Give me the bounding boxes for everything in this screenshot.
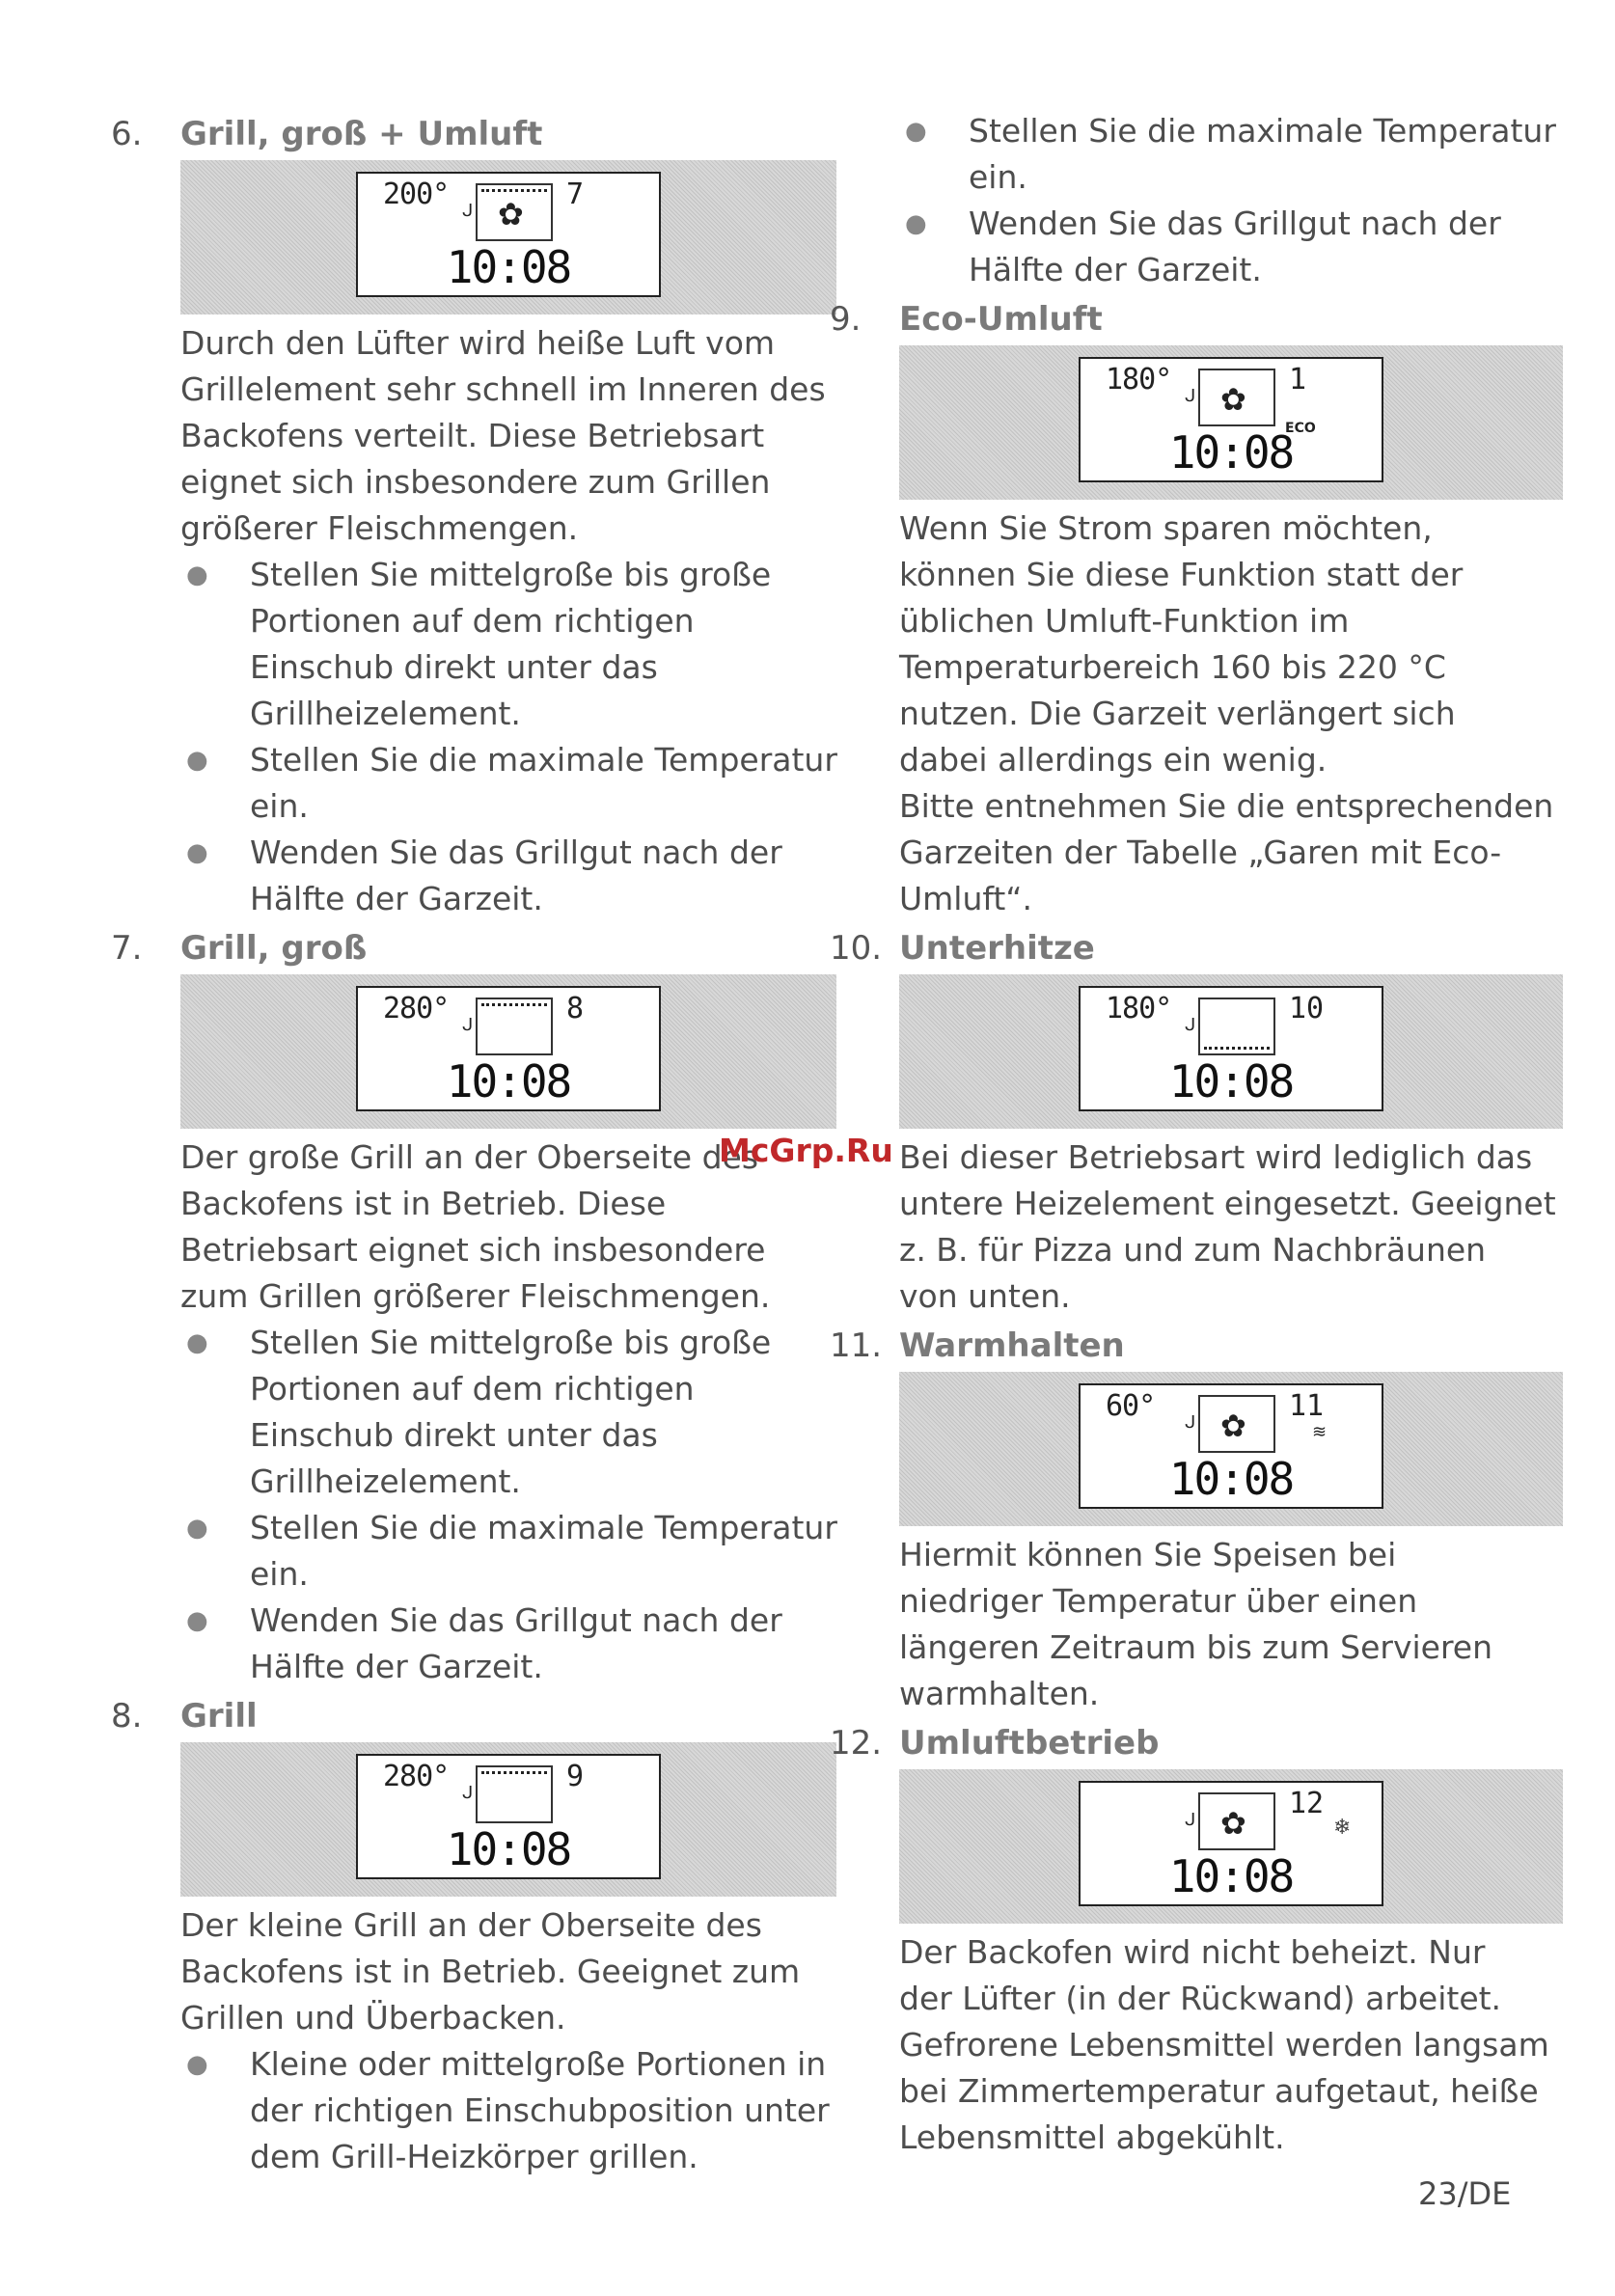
program-number: 8	[566, 992, 585, 1025]
paragraph: Der kleine Grill an der Oberseite des Backofens ist in Betrieb. Geeignet zum Grillen und Überbacken.	[180, 1906, 801, 2036]
thermometer-icon: ᒍ	[1185, 1412, 1196, 1433]
list-item: ● Stellen Sie die maximale Temperatur ein.	[186, 741, 837, 825]
section-title: Umluftbetrieb	[899, 1724, 1160, 1763]
display-panel-6	[180, 160, 836, 314]
thermometer-icon: ᒍ	[462, 1015, 474, 1035]
right-column	[830, 108, 1582, 2161]
section-title: Warmhalten	[899, 1326, 1125, 1365]
list-item: ● Stellen Sie die maximale Temperatur ein.	[186, 1509, 837, 1593]
clock-readout: 10:08	[1168, 1453, 1294, 1505]
program-number: 12	[1289, 1787, 1325, 1820]
oven-display	[356, 986, 661, 1111]
section-6-heading	[111, 108, 844, 160]
clock-readout: 10:08	[1168, 1850, 1294, 1902]
list-item: ● Stellen Sie mittelgroße bis große Portionen auf dem richtigen Einschub direkt unter das Grillheizelement.	[186, 556, 772, 732]
section-7-heading	[111, 922, 844, 974]
temperature-readout: 200°	[383, 178, 450, 211]
display-panel-9	[899, 345, 1563, 500]
grill-element-icon	[481, 1771, 547, 1780]
display-panel-12	[899, 1769, 1563, 1924]
section-number: 8.	[111, 1697, 143, 1736]
clock-readout: 10:08	[446, 1823, 571, 1875]
display-panel-10	[899, 974, 1563, 1129]
list-item: ● Stellen Sie mittelgroße bis große Portionen auf dem richtigen Einschub direkt unter das Grillheizelement.	[186, 1324, 772, 1500]
oven-cavity-icon	[476, 1765, 553, 1823]
display-panel-8	[180, 1742, 836, 1897]
temperature-readout: 180°	[1106, 992, 1172, 1025]
section-title: Grill, groß	[180, 929, 368, 968]
temperature-readout: 280°	[383, 1760, 450, 1793]
section-title: Grill	[180, 1697, 258, 1736]
display-panel-11	[899, 1372, 1563, 1526]
clock-readout: 10:08	[1168, 1055, 1294, 1107]
oven-display	[1079, 1781, 1383, 1906]
paragraph: Der Backofen wird nicht beheizt. Nur der Lüfter (in der Rückwand) arbeitet. Gefrorene Lebensmittel werden langsam bei Zimmertemperatur aufgetaut, heiße Lebensmittel abgekühlt.	[899, 1933, 1549, 2156]
section-10-heading	[830, 922, 1582, 974]
section-number: 11.	[830, 1326, 883, 1365]
oven-display	[356, 172, 661, 297]
thermometer-icon: ᒍ	[1185, 1015, 1196, 1035]
section-title: Unterhitze	[899, 929, 1095, 968]
section-title: Eco-Umluft	[899, 300, 1103, 339]
fan-icon: ✿	[1220, 1805, 1246, 1842]
display-panel-7	[180, 974, 836, 1129]
clock-readout: 10:08	[1168, 426, 1294, 478]
section-number: 12.	[830, 1724, 883, 1763]
thermometer-icon: ᒍ	[1185, 386, 1196, 406]
section-12-heading	[830, 1717, 1582, 1769]
fan-icon: ✿	[1220, 381, 1246, 418]
section-number: 6.	[111, 115, 143, 153]
list-item: ● Wenden Sie das Grillgut nach der Hälfte der Garzeit.	[186, 1601, 782, 1685]
watermark: McGrp.Ru	[719, 1132, 893, 1169]
list-item: ● Kleine oder mittelgroße Portionen in der richtigen Einschubposition unter dem Grill-Heizkörper grillen.	[186, 2045, 830, 2175]
thermometer-icon: ᒍ	[1185, 1810, 1196, 1830]
paragraph: Bei dieser Betriebsart wird lediglich das untere Heizelement eingesetzt. Geeignet z. B. für Pizza und zum Nachbräunen von unten.	[899, 1138, 1556, 1315]
temperature-readout: 280°	[383, 992, 450, 1025]
section-8-heading	[111, 1690, 844, 1742]
thermometer-icon: ᒍ	[462, 201, 474, 221]
program-number: 1	[1289, 363, 1307, 396]
list-item: ● Stellen Sie die maximale Temperatur ein.	[905, 112, 1556, 196]
bullet-list	[180, 1320, 844, 1690]
fan-icon: ✿	[498, 196, 524, 232]
grill-element-icon	[481, 1003, 547, 1012]
program-number: 10	[1289, 992, 1325, 1025]
page-number: 23/DE	[1418, 2175, 1512, 2212]
section-11-heading	[830, 1320, 1582, 1372]
paragraph: Hiermit können Sie Speisen bei niedriger Temperatur über einen längeren Zeitraum bis zum Servieren warmhalten.	[899, 1536, 1493, 1712]
program-number: 7	[566, 178, 585, 211]
paragraph: Der große Grill an der Oberseite des Backofens ist in Betrieb. Diese Betriebsart eignet sich insbesondere zum Grillen größerer Fleischmengen.	[180, 1138, 771, 1315]
oven-display	[1079, 357, 1383, 482]
warm-keep-icon: ≋	[1312, 1422, 1328, 1442]
list-item: ● Wenden Sie das Grillgut nach der Hälfte der Garzeit.	[186, 834, 782, 917]
section-title: Grill, groß + Umluft	[180, 115, 543, 153]
bullet-list	[180, 2041, 844, 2180]
oven-cavity-icon	[1198, 998, 1275, 1055]
program-number: 9	[566, 1760, 585, 1793]
section-number: 7.	[111, 929, 143, 968]
thermometer-icon: ᒍ	[462, 1783, 474, 1803]
program-number: 11	[1289, 1389, 1325, 1423]
list-item: ● Wenden Sie das Grillgut nach der Hälfte der Garzeit.	[905, 205, 1501, 288]
oven-display	[356, 1754, 661, 1879]
oven-display	[1079, 1383, 1383, 1509]
section-9-heading	[830, 293, 1582, 345]
bullet-list	[180, 552, 844, 922]
oven-cavity-icon	[476, 998, 553, 1055]
clock-readout: 10:08	[446, 1055, 571, 1107]
fan-icon: ✿	[1220, 1408, 1246, 1444]
bullet-list-continued	[899, 108, 1582, 293]
clock-readout: 10:08	[446, 241, 571, 293]
paragraph: Durch den Lüfter wird heiße Luft vom Grillelement sehr schnell im Inneren des Backofens verteilt. Diese Betriebsart eignet sich insbesondere zum Grillen größerer Fleischmengen.	[180, 324, 826, 547]
temperature-readout: 60°	[1106, 1389, 1156, 1423]
section-number: 10.	[830, 929, 883, 968]
eco-indicator: ECO	[1285, 421, 1316, 436]
oven-display	[1079, 986, 1383, 1111]
bottom-heat-icon	[1204, 1043, 1270, 1050]
defrost-icon: ❄	[1333, 1816, 1352, 1840]
section-number: 9.	[830, 300, 862, 339]
temperature-readout: 180°	[1106, 363, 1172, 396]
paragraph: Wenn Sie Strom sparen möchten, können Sie diese Funktion statt der üblichen Umluft-Funktion im Temperaturbereich 160 bis 220 °C nutzen. Die Garzeit verlängert sich dabei allerdings ein wenig. Bitte entnehmen Sie die entsprechenden Garzeiten der Tabelle „Garen mit Eco- Umluft“.	[899, 509, 1554, 917]
